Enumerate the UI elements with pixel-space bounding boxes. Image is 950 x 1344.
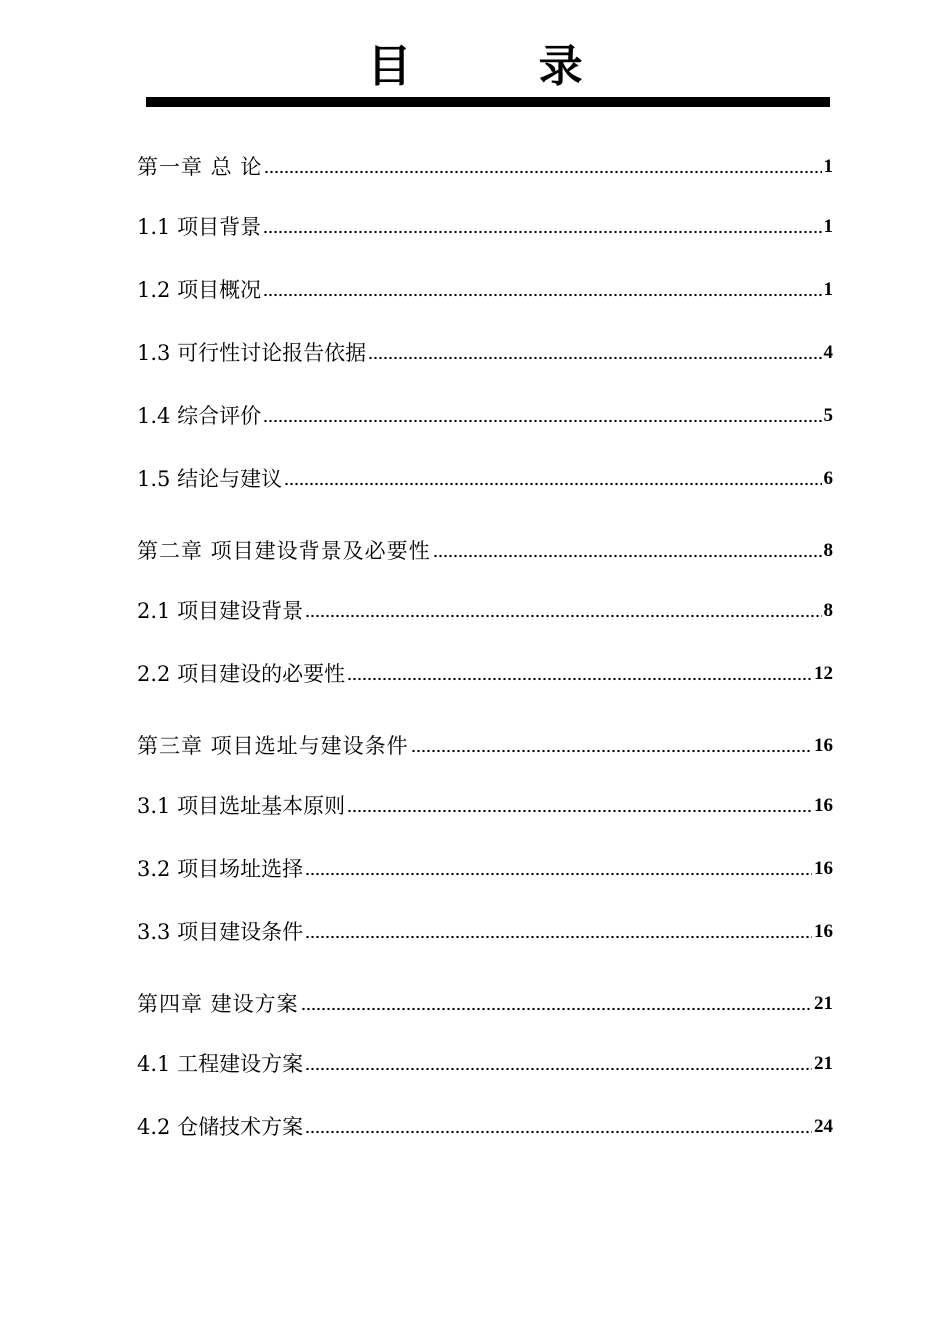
toc-entry-page: 6 — [823, 468, 833, 489]
toc-entry-page: 16 — [814, 858, 833, 879]
toc-entry-page: 8 — [823, 600, 833, 621]
dot-leader — [263, 230, 821, 234]
dot-leader — [305, 872, 812, 876]
toc-entry-page: 24 — [814, 1116, 833, 1137]
toc-entry[interactable] — [137, 989, 833, 1019]
toc-entry[interactable] — [137, 1112, 833, 1142]
toc-entry[interactable] — [137, 401, 833, 431]
toc-entry-page: 16 — [814, 735, 833, 756]
toc-entry-page: 1 — [823, 279, 833, 300]
toc-entry-page: 12 — [814, 663, 833, 684]
toc-entry-label: 3.3 项目建设条件 — [137, 920, 304, 944]
toc-entry-label: 3.2 项目场址选择 — [137, 857, 304, 881]
toc-entry[interactable] — [137, 1049, 833, 1079]
toc-entry-label: 3.1 项目选址基本原则 — [137, 794, 346, 818]
toc-entry-page: 21 — [814, 993, 833, 1014]
dot-leader — [263, 293, 821, 297]
toc-entry-label: 1.4 综合评价 — [137, 404, 262, 428]
dot-leader — [305, 1067, 812, 1071]
dot-leader — [433, 554, 822, 558]
toc-entry[interactable] — [137, 338, 833, 368]
toc-entry[interactable] — [137, 917, 833, 947]
dot-leader — [263, 419, 821, 423]
toc-entry-label: 1.3 可行性讨论报告依据 — [137, 341, 367, 365]
toc-entry[interactable] — [137, 731, 833, 761]
toc-entry-label: 第一章 总 论 — [137, 155, 263, 179]
dot-leader — [305, 614, 821, 618]
dot-leader — [411, 749, 812, 753]
toc-entry[interactable] — [137, 212, 833, 242]
toc-entry-page: 1 — [823, 156, 833, 177]
toc-entry[interactable] — [137, 536, 833, 566]
toc-entry-page: 16 — [814, 795, 833, 816]
toc-entry-label: 第二章 项目建设背景及必要性 — [137, 539, 431, 563]
dot-leader — [305, 1130, 812, 1134]
dot-leader — [301, 1007, 812, 1011]
toc-entry-label: 第三章 项目选址与建设条件 — [137, 734, 409, 758]
toc-entry-page: 1 — [823, 216, 833, 237]
toc-entry[interactable] — [137, 791, 833, 821]
toc-entry-label: 2.2 项目建设的必要性 — [137, 662, 346, 686]
toc-entry-label: 2.1 项目建设背景 — [137, 599, 304, 623]
toc-entry-label: 第四章 建设方案 — [137, 992, 299, 1016]
toc-entry[interactable] — [137, 275, 833, 305]
dot-leader — [347, 677, 812, 681]
toc-entry-label: 4.2 仓储技术方案 — [137, 1115, 304, 1139]
dot-leader — [264, 170, 821, 174]
toc-entry-page: 16 — [814, 921, 833, 942]
dot-leader — [284, 482, 821, 486]
toc-entry-page: 8 — [823, 540, 833, 561]
toc-entry-page: 5 — [823, 405, 833, 426]
toc-entry[interactable] — [137, 152, 833, 182]
toc-entry[interactable] — [137, 596, 833, 626]
toc-entry[interactable] — [137, 464, 833, 494]
toc-entry-label: 1.5 结论与建议 — [137, 467, 283, 491]
page-title: 目 录 — [367, 41, 639, 92]
toc-entry[interactable] — [137, 659, 833, 689]
toc-entry-page: 4 — [823, 342, 833, 363]
toc-entry[interactable] — [137, 854, 833, 884]
toc-entry-page: 21 — [814, 1053, 833, 1074]
toc-entry-label: 1.1 项目背景 — [137, 215, 262, 239]
toc-entry-label: 1.2 项目概况 — [137, 278, 262, 302]
dot-leader — [368, 356, 821, 360]
title-underline — [146, 97, 830, 107]
toc-entry-label: 4.1 工程建设方案 — [137, 1052, 304, 1076]
dot-leader — [347, 809, 812, 813]
dot-leader — [305, 935, 812, 939]
